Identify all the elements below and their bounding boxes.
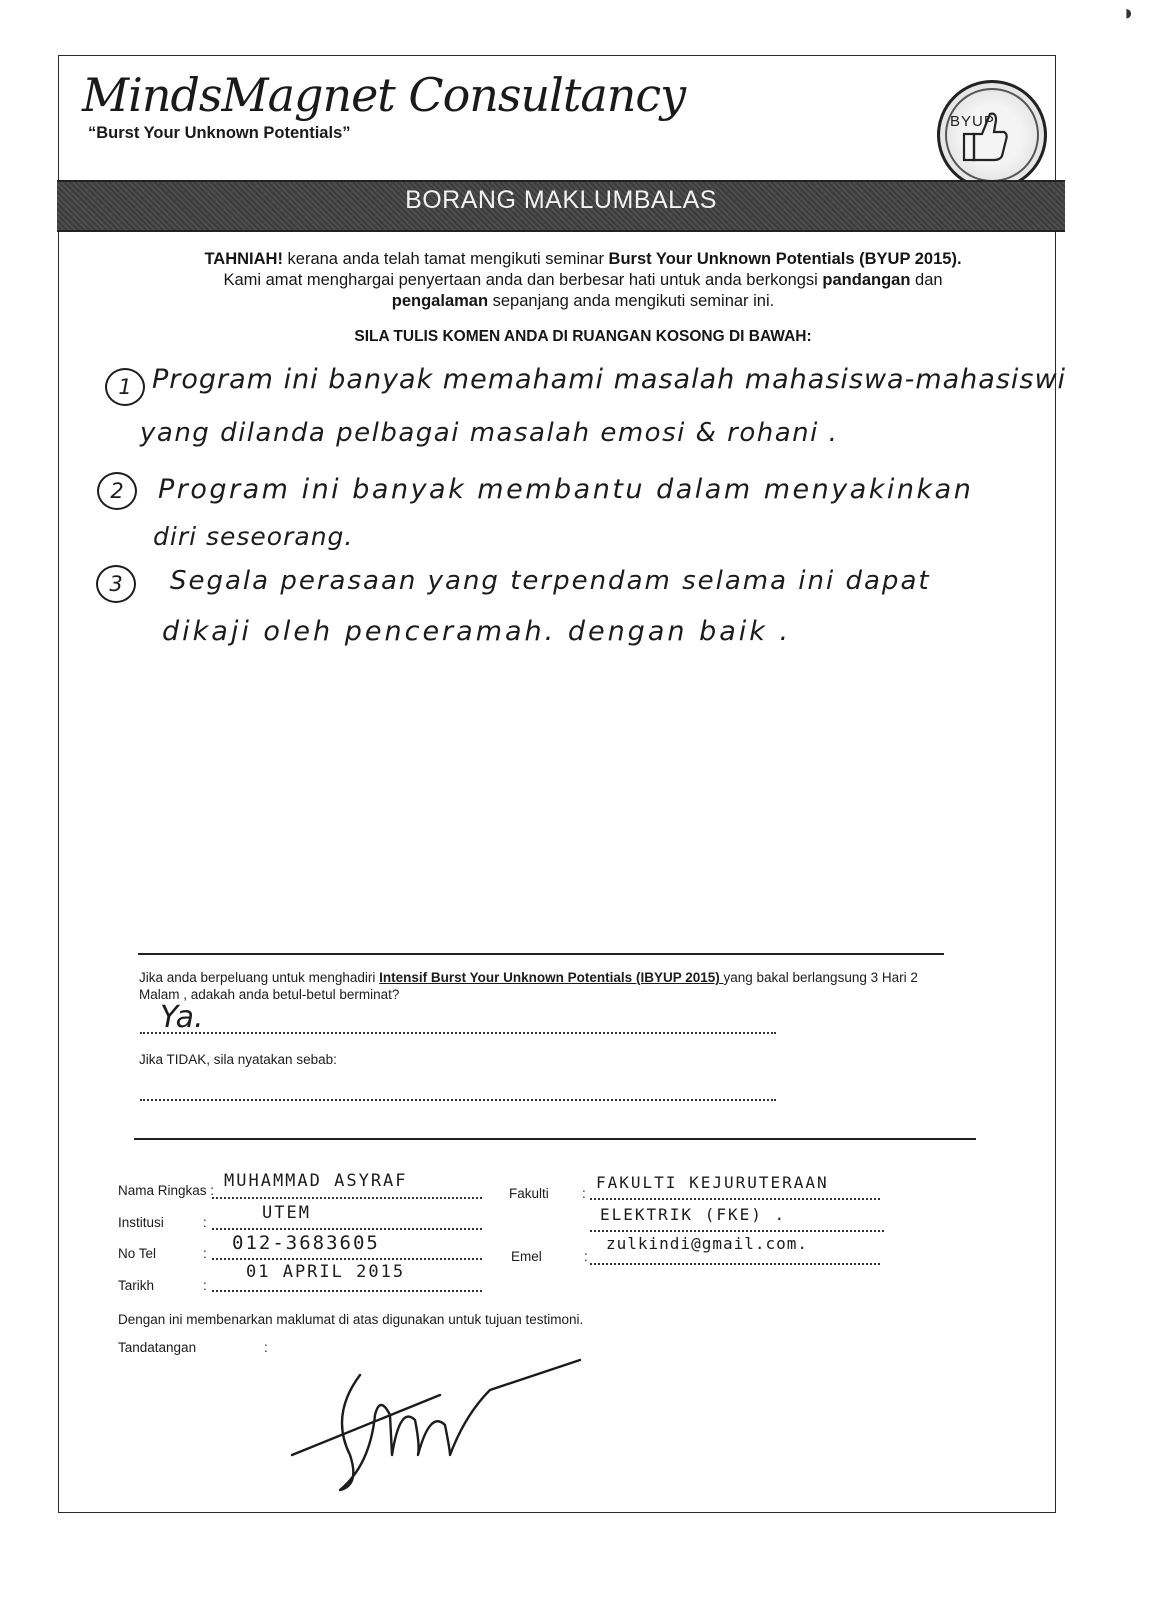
intro-line-2: Kami amat menghargai penyertaan anda dan berbesar hati untuk anda berkongsi pandangan dan [223,271,943,289]
intensive-question-line-2: Malam , adakah anda betul-betul berminat? [139,987,400,1002]
comment-number: 3 [96,565,136,603]
comment-3-line-2: dikaji oleh penceramah. dengan baik . [162,616,792,647]
email-label: Emel [511,1249,542,1264]
faculty-line-2 [590,1230,884,1232]
section-divider [134,1138,976,1140]
reason-line[interactable] [140,1099,776,1101]
comment-number: 2 [97,472,137,510]
comment-2-line-1: Program ini banyak membantu dalam menyakinkan [158,474,974,505]
date-line [212,1290,482,1292]
name-label: Nama Ringkas : [118,1183,215,1198]
scan-corner-mark: ◗ [1122,0,1136,25]
signature-colon: : [264,1340,268,1355]
faculty-label: Fakulti [509,1186,549,1201]
signature-label: Tandatangan [118,1340,197,1355]
section-divider [138,953,944,955]
faculty-line [590,1198,880,1200]
institution-value[interactable]: UTEM [262,1203,311,1223]
byup-badge-text: BYUP [950,113,995,130]
form-title: BORANG MAKLUMBALAS [405,186,717,214]
faculty-colon: : [582,1186,586,1201]
intro-line-3: pengalaman sepanjang anda mengikuti seminar ini. [391,292,775,310]
thumbs-up-icon [960,108,1008,164]
phone-line [212,1258,482,1260]
answer-line [140,1032,776,1034]
email-value[interactable]: zulkindi@gmail.com. [606,1234,809,1253]
phone-label: No Tel [118,1246,157,1261]
intro-line-1: TAHNIAH! kerana anda telah tamat mengikuti seminar Burst Your Unknown Potentials (BYUP 2015). [204,250,962,268]
comment-3-line-1: Segala perasaan yang terpendam selama ini dapat [170,566,931,596]
phone-value[interactable]: 012-3683605 [232,1232,380,1254]
faculty-value-line-1[interactable]: FAKULTI KEJURUTERAAN [596,1173,829,1192]
if-no-label: Jika TIDAK, sila nyatakan sebab: [139,1052,337,1067]
date-label: Tarikh [118,1278,155,1293]
institution-colon: : [203,1215,207,1230]
intensive-question-line-1: Jika anda berpeluang untuk menghadiri Intensif Burst Your Unknown Potentials (IBYUP 2015) yang bakal berlangsung 3 Hari 2 [139,970,918,985]
comment-number: 1 [105,368,145,406]
company-tagline: “Burst Your Unknown Potentials” [88,124,351,142]
comment-1-line-2: yang dilanda pelbagai masalah emosi & rohani . [140,418,839,448]
phone-colon: : [203,1246,207,1261]
name-line [212,1197,482,1199]
name-value[interactable]: MUHAMMAD ASYRAF [224,1171,408,1191]
handwritten-signature [290,1355,590,1505]
comment-2-line-2: diri seseorang. [153,522,354,551]
institution-line [212,1228,482,1230]
email-line [590,1263,880,1265]
date-value[interactable]: 01 APRIL 2015 [246,1262,406,1282]
consent-statement: Dengan ini membenarkan maklumat di atas digunakan untuk tujuan testimoni. [118,1312,584,1327]
email-colon: : [584,1249,588,1264]
interest-answer[interactable]: Ya. [160,1000,204,1035]
date-colon: : [203,1278,207,1293]
comment-1-line-1: Program ini banyak memahami masalah mahasiswa-mahasiswi [152,364,1067,395]
company-logo: MindsMagnet Consultancy [82,68,686,122]
faculty-value-line-2[interactable]: ELEKTRIK (FKE) . [600,1205,787,1224]
comment-instruction: SILA TULIS KOMEN ANDA DI RUANGAN KOSONG DI BAWAH: [354,328,812,345]
institution-label: Institusi [118,1215,164,1230]
